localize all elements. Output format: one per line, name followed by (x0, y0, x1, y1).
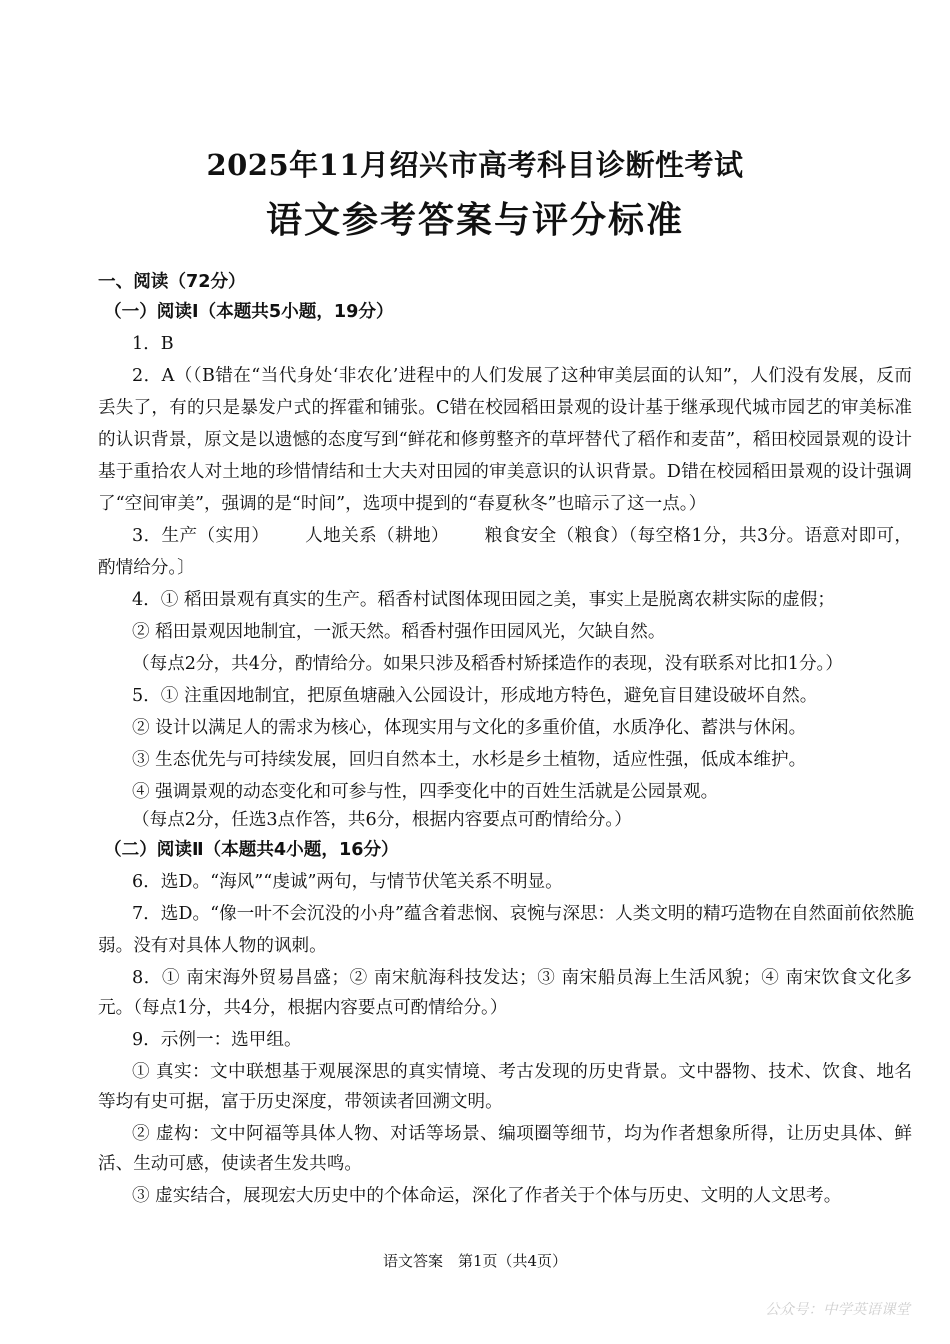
answer-2-line-3: 的认识背景，原文是以遗憾的态度写到“鲜花和修剪整齐的草坪替代了稻作和麦苗”，稻田校园景观的设计 (98, 430, 912, 450)
answer-2-line-4: 基于重拾农人对土地的珍惜情结和士大夫对田园的审美意识的认识背景。D错在校园稻田景观的设计强调 (98, 462, 912, 482)
subsection-heading-reading-2: （二）阅读Ⅱ（本题共4小题，16分） (104, 840, 399, 860)
answer-7-line-1: 7．选D。“像一叶不会沉没的小舟”蕴含着悲悯、哀惋与深思：人类文明的精巧造物在自然面前依然脆 (132, 904, 915, 924)
page-footer: 语文答案 第1页（共4页） (382, 1252, 568, 1270)
answer-3-line-1: 3．生产（实用） 人地关系（耕地） 粮食安全（粮食）（每空格1分，共3分。语意对即可， (132, 526, 912, 546)
answer-9-point-2-line-2: 活、生动可感，使读者生发共鸣。 (98, 1154, 362, 1174)
answer-4-scoring-note: （每点2分，共4分，酌情给分。如果只涉及稻香村矫揉造作的表现，没有联系对比扣1分。） (132, 654, 843, 674)
subsection-heading-reading-1: （一）阅读I（本题共5小题，19分） (104, 302, 394, 322)
answer-5-point-2: ② 设计以满足人的需求为核心，体现实用与文化的多重价值，水质净化、蓄洪与休闲。 (132, 718, 807, 738)
answer-7-line-2: 弱。没有对具体人物的讽刺。 (98, 936, 327, 956)
watermark: 公众号：中学英语课堂 (765, 1302, 910, 1318)
answer-9-point-1-line-2: 等均有史可据，富于历史深度，带领读者回溯文明。 (98, 1092, 503, 1112)
answer-6: 6．选D。“海风”“虔诚”两句，与情节伏笔关系不明显。 (132, 872, 563, 892)
answer-1: 1．B (132, 334, 174, 354)
answer-5-point-4: ④ 强调景观的动态变化和可参与性，四季变化中的百姓生活就是公园景观。 (132, 782, 719, 802)
answer-8-line-2: 元。（每点1分，共4分，根据内容要点可酌情给分。） (98, 998, 508, 1018)
section-heading-reading: 一、阅读（72分） (98, 272, 246, 292)
answer-5-point-1: 5．① 注重因地制宜，把原鱼塘融入公园设计，形成地方特色，避免盲目建设破坏自然。 (132, 686, 818, 706)
answer-8-line-1: 8．① 南宋海外贸易昌盛；② 南宋航海科技发达；③ 南宋船员海上生活风貌；④ 南宋饮食文化多 (132, 968, 912, 988)
answer-2-line-5: 了“空间审美”，强调的是“时间”，选项中提到的“春夏秋冬”也暗示了这一点。） (98, 494, 707, 514)
exam-title: 2025年11月绍兴市高考科目诊断性考试 (206, 148, 744, 182)
answer-9-point-2-line-1: ② 虚构：文中阿福等具体人物、对话等场景、编项圈等细节，均为作者想象所得，让历史具体、鲜 (132, 1124, 912, 1144)
answer-5-scoring-note: （每点2分，任选3点作答，共6分，根据内容要点可酌情给分。） (132, 810, 632, 830)
answer-5-point-3: ③ 生态优先与可持续发展，回归自然本土，水杉是乡土植物，适应性强，低成本维护。 (132, 750, 807, 770)
answer-9-point-1-line-1: ① 真实：文中联想基于观展深思的真实情境、考古发现的历史背景。文中器物、技术、饮食、地名 (132, 1062, 912, 1082)
answer-9-intro: 9．示例一：选甲组。 (132, 1030, 302, 1050)
answer-3-line-2: 酌情给分。〕 (98, 558, 195, 578)
document-title: 语文参考答案与评分标准 (265, 200, 684, 241)
answer-4-point-2: ② 稻田景观因地制宜，一派天然。稻香村强作田园风光，欠缺自然。 (132, 622, 666, 642)
answer-4-point-1: 4．① 稻田景观有真实的生产。稻香村试图体现田园之美，事实上是脱离农耕实际的虚假； (132, 590, 835, 610)
answer-9-point-3: ③ 虚实结合，展现宏大历史中的个体命运，深化了作者关于个体与历史、文明的人文思考。 (132, 1186, 842, 1206)
answer-2-line-2: 丢失了，有的只是暴发户式的挥霍和铺张。C错在校园稻田景观的设计基于继承现代城市园艺的审美标准 (98, 398, 912, 418)
answer-2-line-1: 2．A（（B错在“当代身处‘非农化’进程中的人们发展了这种审美层面的认知”，人们没有发展，反而 (132, 366, 912, 386)
